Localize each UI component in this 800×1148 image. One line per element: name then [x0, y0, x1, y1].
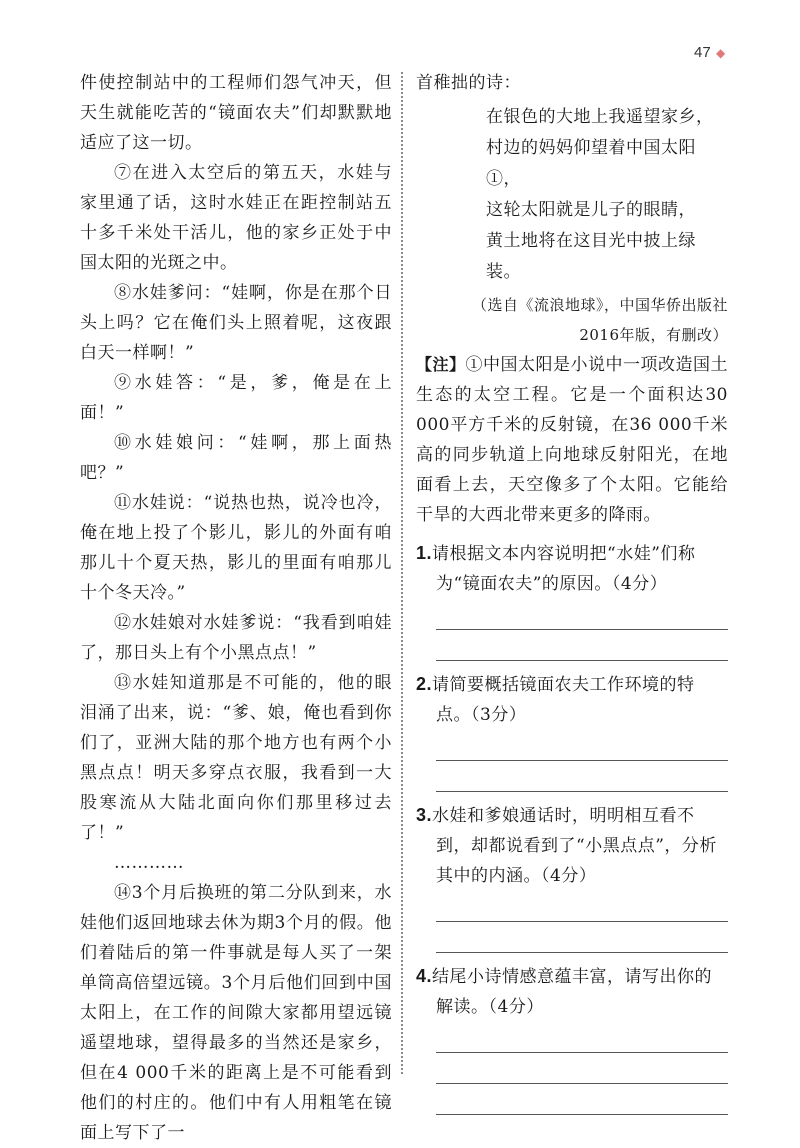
poem-line: 村边的妈妈仰望着中国太阳①， — [486, 138, 696, 189]
question-1 — [416, 538, 728, 661]
answer-line[interactable] — [436, 1053, 728, 1084]
answer-line[interactable] — [436, 761, 728, 792]
note-text: ①中国太阳是小说中一项改造国土生态的太空工程。它是一个面积达30 000平方千米的反射镜，在36 000千米高的同步轨道上向地球反射阳光，在地面看上去，天空像多了个太阳。它能给干旱的大西北带来更多的降雨。 — [416, 355, 729, 525]
question-number: 4. — [416, 966, 433, 986]
paragraph-13: ⑬水娃知道那是不可能的，他的眼泪涌了出来，说：“爹、娘，俺也看到你们了，亚洲大陆的那个地方也有两个小黑点点！明天多穿点衣服，我看到一大股寒流从大陆北面向你们那里移过去了！” — [80, 673, 392, 843]
question-number: 1. — [416, 543, 433, 563]
paragraph: 件使控制站中的工程师们怨气冲天，但天生就能吃苦的“镜面农夫”们却默默地适应了这一切。 — [80, 73, 392, 153]
poem-line: 这轮太阳就是儿子的眼睛， — [486, 200, 696, 220]
left-column — [80, 68, 392, 1148]
right-column — [416, 68, 728, 1115]
answer-line[interactable] — [436, 922, 728, 953]
answer-line[interactable] — [436, 891, 728, 922]
poem — [416, 102, 728, 288]
note-label: 【注】 — [416, 355, 466, 374]
answer-line[interactable] — [436, 730, 728, 761]
question-text: 请根据文本内容说明把“水娃”们称为“镜面农夫”的原因。（4分） — [432, 544, 696, 594]
page-diamond-icon: ◆ — [716, 46, 726, 60]
poem-intro: 首稚拙的诗： — [416, 73, 521, 93]
question-text: 结尾小诗情感意蕴丰富，请写出你的解读。（4分） — [432, 967, 713, 1017]
paragraph-14: ⑭3个月后换班的第二分队到来，水娃他们返回地球去休为期3个月的假。他们着陆后的第一件事就是每人买了一架单筒高倍望远镜。3个月后他们回到中国太阳上，在工作的间隙大家都用望远镜遥望地球，望得最多的当然还是家乡，但在4 000千米的距离上是不可能看到他们的村庄的。他们中有人用粗笔在镜面上写下了一 — [80, 883, 392, 1143]
paragraph-7: ⑦在进入太空后的第五天，水娃与家里通了话，这时水娃正在距控制站五十多千米处干活儿，他的家乡正处于中国太阳的光斑之中。 — [80, 163, 392, 273]
source-citation — [416, 290, 728, 350]
question-2 — [416, 669, 728, 792]
poem-line: 在银色的大地上我遥望家乡， — [486, 107, 714, 127]
paragraph-11: ⑪水娃说：“说热也热，说冷也冷，俺在地上投了个影儿，影儿的外面有咱那儿十个夏天热，影儿的里面有咱那儿十个冬天冷。” — [80, 493, 392, 603]
question-4 — [416, 961, 728, 1115]
paragraph-10: ⑩水娃娘问：“娃啊，那上面热吧？” — [80, 433, 392, 483]
question-text: 水娃和爹娘通话时，明明相互看不到，却都说看到了“小黑点点”，分析其中的内涵。（4分） — [432, 806, 717, 886]
paragraph-8: ⑧水娃爹问：“娃啊，你是在那个日头上吗？它在俺们头上照着呢，这夜跟白天一样啊！” — [80, 283, 392, 363]
page-number: 47 — [694, 44, 711, 61]
question-number: 2. — [416, 674, 433, 694]
answer-line[interactable] — [436, 630, 728, 661]
footnote — [416, 350, 728, 530]
question-3 — [416, 800, 728, 953]
answer-line[interactable] — [436, 1084, 728, 1115]
question-text: 请简要概括镜面农夫工作环境的特点。（3分） — [432, 675, 695, 725]
answer-line[interactable] — [436, 599, 728, 630]
poem-line: 黄土地将在这目光中披上绿装。 — [486, 231, 696, 282]
column-divider — [401, 72, 403, 1074]
paragraph-9: ⑨水娃答：“是，爹，俺是在上面！” — [80, 373, 392, 423]
source-line: （选自《流浪地球》，中国华侨出版社 — [471, 296, 728, 314]
source-line: 2016年版，有删改） — [579, 326, 728, 344]
paragraph-12: ⑫水娃娘对水娃爹说：“我看到咱娃了，那日头上有个小黑点点！” — [80, 613, 392, 663]
question-number: 3. — [416, 805, 433, 825]
ellipsis-line: ………… — [114, 853, 184, 873]
answer-line[interactable] — [436, 1022, 728, 1053]
